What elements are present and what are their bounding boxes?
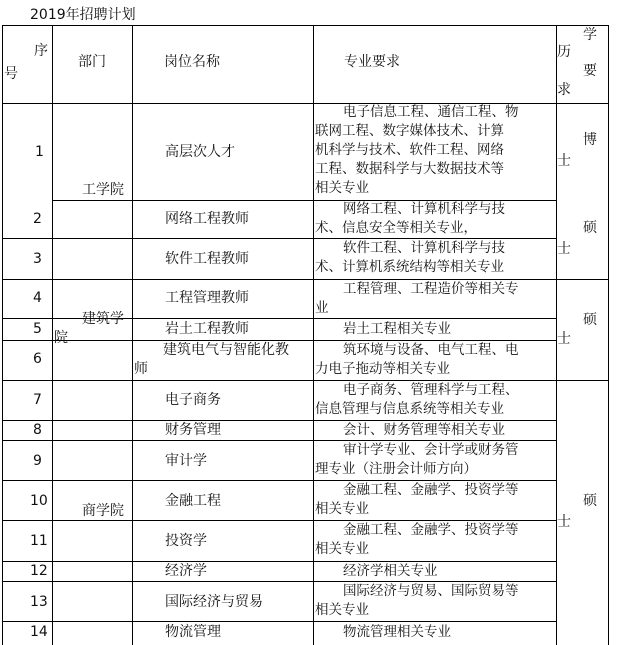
- major-line: 工程管理、工程造价等相关专: [343, 281, 519, 297]
- row-number: 2: [33, 211, 42, 227]
- col-rule: [52, 25, 53, 645]
- row-number: 5: [33, 321, 42, 337]
- row-number: 7: [33, 392, 42, 408]
- header-major: 专业要求: [344, 54, 400, 70]
- row-number: 6: [33, 351, 42, 367]
- position-name: 岩土工程教师: [165, 321, 249, 337]
- major-line: 机科学与技术、软件工程、网络: [315, 142, 504, 158]
- major-line: 电子信息工程、通信工程、物: [343, 104, 519, 120]
- position-name-line: 建筑电气与智能化教: [163, 342, 289, 358]
- row-number: 1: [35, 144, 44, 160]
- edu-master-c-1: 硕: [583, 493, 597, 509]
- major-line: 会计、财务管理等相关专业: [343, 422, 505, 438]
- position-name-line: 师: [134, 361, 148, 377]
- position-name: 物流管理: [165, 624, 221, 640]
- row-number: 12: [30, 563, 48, 579]
- header-edu-1: 学: [583, 27, 597, 43]
- major-line: 金融工程、金融学、投资学等: [343, 482, 519, 498]
- table-border-top: [2, 25, 608, 26]
- major-line: 联网工程、数字媒体技术、计算: [315, 123, 504, 139]
- major-line: 业: [315, 300, 329, 316]
- major-line: 软件工程、计算机科学与技: [343, 240, 505, 256]
- row-rule: [2, 561, 556, 562]
- position-name: 经济学: [165, 563, 207, 579]
- major-line: 网络工程、计算机科学与技: [343, 201, 505, 217]
- row-number: 3: [33, 251, 42, 267]
- header-num-top: 序: [34, 43, 48, 59]
- edu-phd-2: 士: [557, 153, 571, 169]
- major-line: 电子商务、管理科学与工程、: [343, 382, 519, 398]
- row-number: 9: [33, 453, 42, 469]
- major-line: 物流管理相关专业: [343, 624, 451, 640]
- major-line: 国际经济与贸易、国际贸易等: [343, 583, 519, 599]
- header-edu-2: 历: [557, 44, 571, 60]
- position-name: 高层次人才: [165, 144, 235, 160]
- position-name: 软件工程教师: [165, 251, 249, 267]
- edu-master-a-1: 硕: [583, 220, 597, 236]
- row-number: 4: [33, 290, 42, 306]
- major-line: 相关专业: [315, 501, 369, 517]
- major-line: 审计学专业、会计学或财务管: [343, 442, 519, 458]
- position-name: 电子商务: [165, 392, 221, 408]
- col-rule: [132, 25, 133, 645]
- row-number: 8: [33, 422, 42, 438]
- header-department: 部门: [78, 54, 106, 70]
- position-name: 国际经济与贸易: [165, 594, 263, 610]
- header-num-bottom: 号: [4, 66, 18, 82]
- major-line: 力电子拖动等相关专业: [315, 361, 450, 377]
- header-edu-4: 求: [557, 82, 571, 98]
- edu-master-b-2: 士: [557, 331, 571, 347]
- edu-phd-1: 博: [583, 132, 597, 148]
- major-line: 理专业（注册会计师方向）: [315, 461, 477, 477]
- header-position: 岗位名称: [164, 54, 220, 70]
- col-rule: [313, 25, 314, 645]
- position-name: 工程管理教师: [165, 290, 249, 306]
- major-line: 筑环境与设备、电气工程、电: [343, 342, 519, 358]
- row-number: 10: [30, 493, 48, 509]
- major-line: 术、计算机系统结构等相关专业: [315, 259, 504, 275]
- position-name: 审计学: [165, 453, 207, 469]
- dept-architecture-line2: 院: [54, 330, 68, 346]
- edu-master-b-1: 硕: [583, 312, 597, 328]
- table-border-left: [2, 25, 3, 645]
- major-line: 相关专业: [315, 541, 369, 557]
- row-number: 13: [30, 594, 48, 610]
- dept-architecture-line1: 建筑学: [82, 311, 124, 327]
- position-name: 网络工程教师: [165, 211, 249, 227]
- position-name: 金融工程: [165, 493, 221, 509]
- major-line: 金融工程、金融学、投资学等: [343, 522, 519, 538]
- row-number: 14: [30, 624, 48, 640]
- edu-master-c-2: 士: [557, 514, 571, 530]
- dept-business: 商学院: [82, 503, 124, 519]
- position-name: 投资学: [165, 533, 207, 549]
- row-rule: [2, 621, 556, 622]
- major-line: 术、信息安全等相关专业，: [315, 220, 477, 236]
- position-name: 财务管理: [165, 422, 221, 438]
- table-caption: 2019年招聘计划: [30, 7, 136, 23]
- major-line: 相关专业: [315, 602, 369, 618]
- major-line: 岩土工程相关专业: [343, 321, 451, 337]
- major-line: 相关专业: [315, 180, 369, 196]
- major-line: 工程、数据科学与大数据技术等: [315, 161, 504, 177]
- dept-engineering: 工学院: [82, 182, 124, 198]
- edu-master-a-2: 士: [557, 241, 571, 257]
- row-number: 11: [30, 533, 48, 549]
- header-edu-3: 要: [583, 63, 597, 79]
- major-line: 经济学相关专业: [343, 563, 438, 579]
- table-border-right: [608, 25, 609, 645]
- major-line: 信息管理与信息系统等相关专业: [315, 401, 504, 417]
